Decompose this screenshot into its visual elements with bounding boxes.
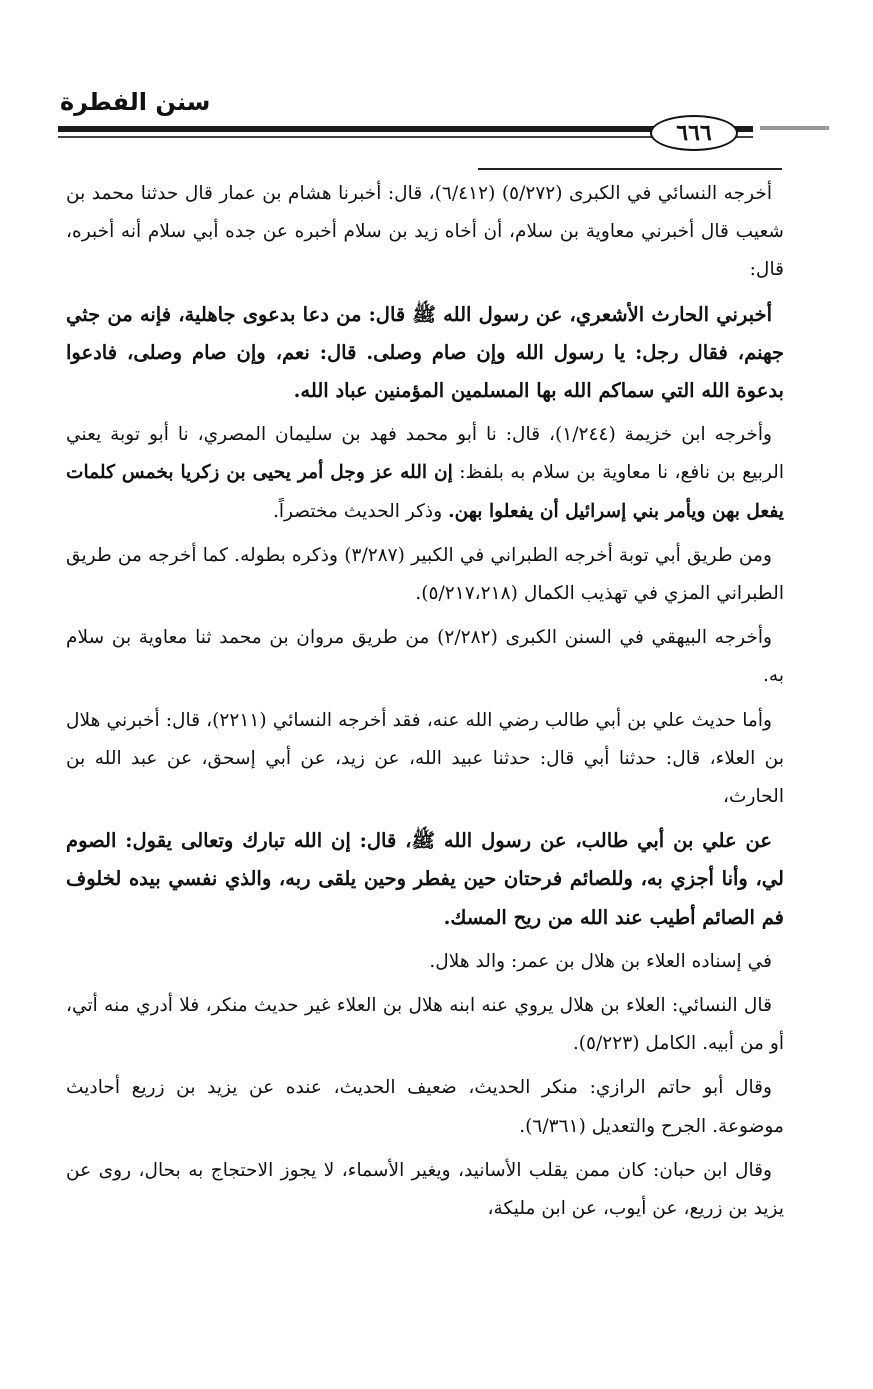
hadith-ali-sawm: عن علي بن أبي طالب، عن رسول الله ﷺ، قال: إن الله تبارك وتعالى يقول: الصوم لي، وأنا أجزي به، وللصائم فرحتان حين يفطر وحين يلقى ربه، والذي نفسي بيده لخلوف فم الصائم أطيب عند الله من ريح المسك. bbox=[66, 829, 784, 929]
page-number: ٦٦٦ bbox=[650, 115, 738, 151]
header-rule-thin bbox=[58, 136, 753, 138]
hadith-harith-ashari: أخبرني الحارث الأشعري، عن رسول الله ﷺ قال: من دعا بدعوى جاهلية، فإنه من جثي جهنم، فقال رجل: يا رسول الله وإن صام وصلى. قال: نعم، وإن صام وصلى، فادعوا بدعوة الله التي سماكم الله بها المسلمين المؤمنين عباد الله. bbox=[66, 302, 784, 403]
paragraph-bayhaqi: وأخرجه البيهقي في السنن الكبرى (٢/٢٨٢) من طريق مروان بن محمد ثنا معاوية بن سلام به. bbox=[66, 627, 784, 687]
footnote-separator bbox=[478, 168, 782, 170]
paragraph-tabarani: ومن طريق أبي توبة أخرجه الطبراني في الكبير (٣/٢٨٧) وذكره بطوله. كما أخرجه من طريق الطبراني المزي في تهذيب الكمال (٥/٢١٧،٢١٨). bbox=[66, 544, 784, 605]
book-title: سنن الفطرة bbox=[60, 88, 211, 116]
page-header bbox=[40, 78, 833, 158]
header-rule-thick bbox=[58, 126, 753, 132]
paragraph-abu-hatim: وقال أبو حاتم الرازي: منكر الحديث، ضعيف الحديث، عنده عن يزيد بن زريع أحاديث موضوعة. الجرح والتعديل (٦/٣٦١). bbox=[66, 1077, 784, 1137]
paragraph-ali-hadith-takhrij: وأما حديث علي بن أبي طالب رضي الله عنه، فقد أخرجه النسائي (٢٢١١)، قال: أخبرني هلال بن العلاء، قال: حدثنا أبي قال: حدثنا عبيد الله، عن زيد، عن أبي إسحق، عن عبد الله بن الحارث، bbox=[66, 709, 784, 808]
paragraph-nasai-takhrij: أخرجه النسائي في الكبرى (٥/٢٧٢) (٦/٤١٢)، قال: أخبرنا هشام بن عمار قال حدثنا محمد بن شعيب قال أخبرني معاوية بن سلام، أن أخاه زيد بن سلام أخبره عن جده أبي سلام أنه أخبره، قال: bbox=[66, 183, 784, 281]
paragraph-nasai-jarh: قال النسائي: العلاء بن هلال يروي عنه ابنه هلال بن العلاء غير حديث منكر، فلا أدري منه أتي، أو من أبيه. الكامل (٥/٢٢٣). bbox=[66, 995, 784, 1055]
ibn-khuzaymah-hadith: إن الله عز وجل أمر يحيى بن زكريا بخمس كلمات يفعل بهن ويأمر بني إسرائيل أن يفعلوا بهن. bbox=[66, 462, 784, 522]
ibn-khuzaymah-note: وذكر الحديث مختصراً. bbox=[272, 500, 449, 522]
ibn-khuzaymah-intro: وأخرجه ابن خزيمة (١/٢٤٤)، قال: نا أبو محمد فهد بن سليمان المصري، نا أبو توبة يعني الربيع بن نافع، نا معاوية بن سلام به بلفظ: bbox=[66, 424, 784, 484]
paragraph-isnad-note: في إسناده العلاء بن هلال بن عمر: والد هلال. bbox=[429, 950, 772, 972]
header-rule-tail bbox=[760, 126, 829, 130]
paragraph-ibn-hibban: وقال ابن حبان: كان ممن يقلب الأسانيد، ويغير الأسماء، لا يجوز الاحتجاج به بحال، روى عن يزيد بن زريع، عن أيوب، عن ابن مليكة، bbox=[66, 1159, 784, 1220]
body-text bbox=[66, 175, 784, 1234]
paragraph-ibn-khuzaymah bbox=[66, 416, 784, 531]
